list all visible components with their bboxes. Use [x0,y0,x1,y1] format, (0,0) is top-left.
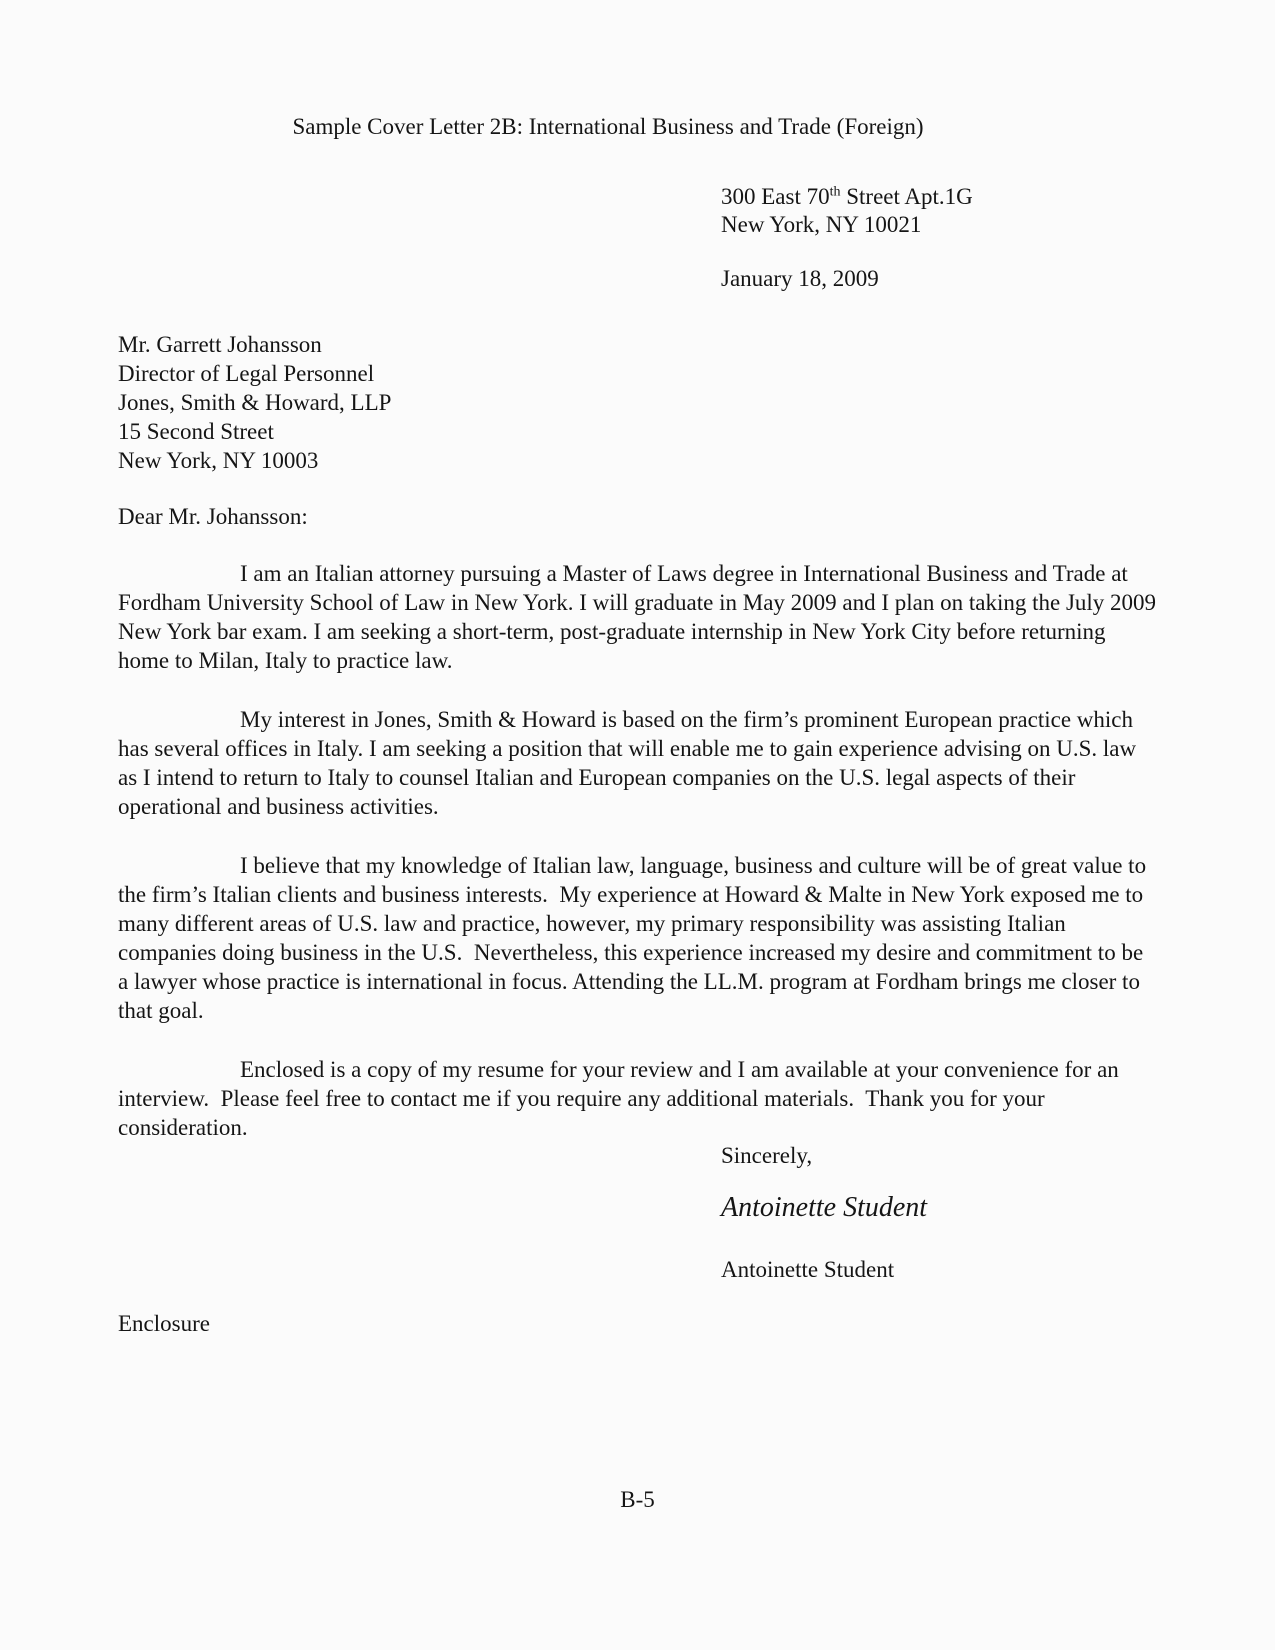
enclosure-note: Enclosure [118,1311,210,1336]
sender-address [721,183,1158,239]
document-title: Sample Cover Letter 2B: International Business and Trade (Foreign) [292,114,924,139]
page-number: B-5 [620,1487,655,1512]
signature-typed-name: Antoinette Student [721,1257,895,1282]
sender-street-line [721,183,1158,211]
recipient-firm: Jones, Smith & Howard, LLP [118,390,392,415]
recipient-street: 15 Second Street [118,419,274,444]
sender-street-superscript: th [829,184,841,200]
closing-salutation: Sincerely, [721,1143,813,1168]
recipient-title: Director of Legal Personnel [118,361,375,386]
closing-block [721,1142,1158,1284]
recipient-name: Mr. Garrett Johansson [118,332,322,357]
body-paragraph-1: I am an Italian attorney pursuing a Master of Laws degree in International Business and Trade at Fordham University School of Law in New York. I will graduate in May 2009 and I plan on taking the July 2009 New York bar exam. I am seeking a short-term, post-graduate internship in New York City before returning home to Milan, Italy to practice law. [118,561,1162,673]
sender-street-main: 300 East 70 [721,184,830,209]
sender-street-rest: Street Apt.1G [840,184,973,209]
body-paragraph-3: I believe that my knowledge of Italian law, language, business and culture will be of great value to the firm’s Italian clients and business interests. My experience at Howard & Malte in New York exposed me to many different areas of U.S. law and practice, however, my primary responsibility was assisting Italian companies doing business in the U.S. Nevertheless, this experience increased my desire and commitment to be a lawyer whose practice is international in focus. Attending the LL.M. program at Fordham brings me closer to that goal. [118,853,1152,1023]
letter-date: January 18, 2009 [721,266,879,291]
signature-script: Antoinette Student [721,1192,928,1223]
salutation: Dear Mr. Johansson: [118,504,308,529]
recipient-address [118,330,1158,475]
sender-city-line: New York, NY 10021 [721,212,922,237]
recipient-city: New York, NY 10003 [118,448,319,473]
body-paragraph-4: Enclosed is a copy of my resume for your review and I am available at your convenience for an interview. Please feel free to contact me if you require any additional materials. Thank you for your consideration. [118,1057,1125,1140]
body-paragraph-2: My interest in Jones, Smith & Howard is based on the firm’s prominent European practice which has several offices in Italy. I am seeking a position that will enable me to gain experience advising on U.S. law as I intend to return to Italy to counsel Italian and European companies on the U.S. legal aspects of their operational and business activities. [118,707,1142,819]
